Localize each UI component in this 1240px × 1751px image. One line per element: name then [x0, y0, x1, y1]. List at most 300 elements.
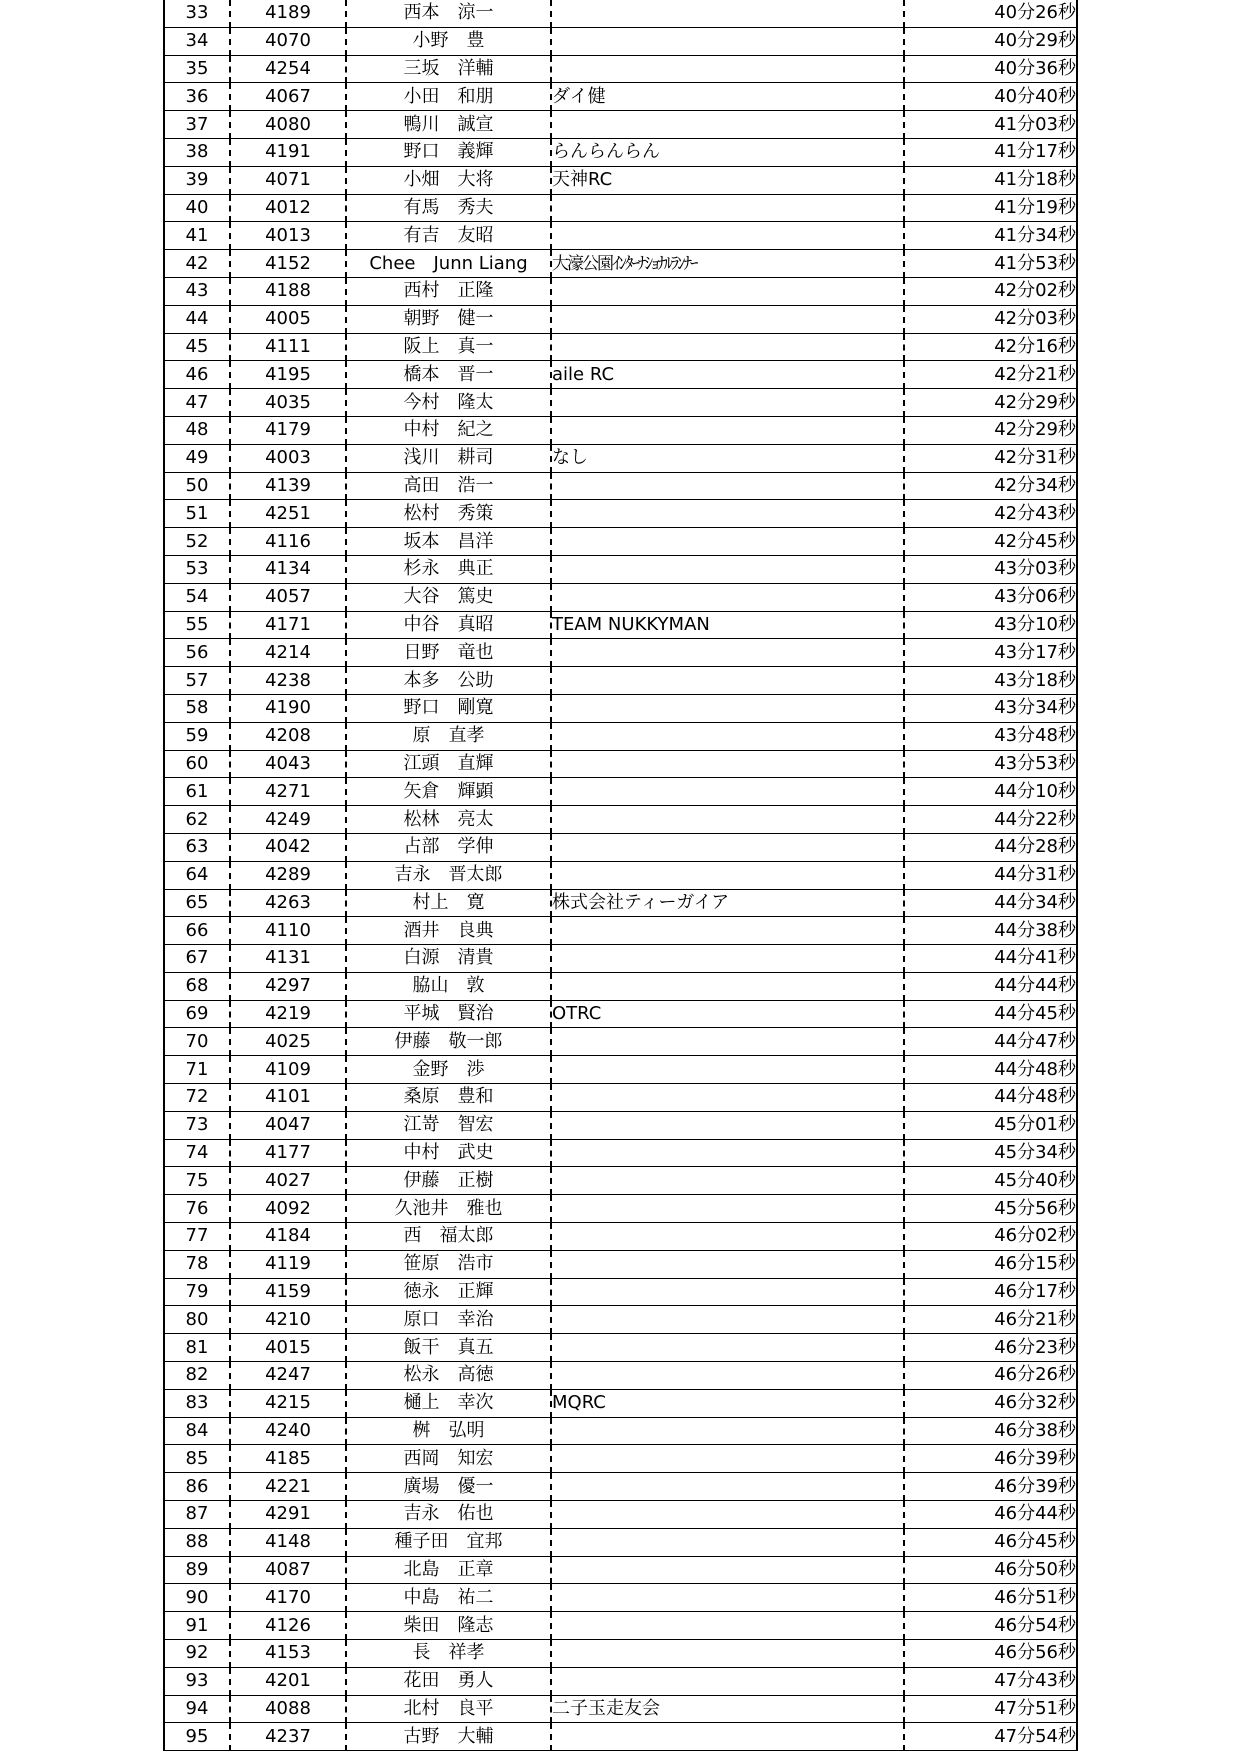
bib-number-cell: 4067: [230, 83, 346, 111]
team-name-cell: [551, 1084, 904, 1112]
team-name-cell: [551, 1640, 904, 1668]
rank-cell: 37: [164, 111, 230, 139]
finish-time-cell: 46分56秒: [904, 1640, 1077, 1668]
table-row: [164, 1139, 1077, 1167]
bib-number-cell: 4247: [230, 1362, 346, 1390]
runner-name-cell: 西 福太郎: [346, 1223, 551, 1251]
finish-time-cell: 44分48秒: [904, 1056, 1077, 1084]
table-row: [164, 1695, 1077, 1723]
finish-time-cell: 46分39秒: [904, 1473, 1077, 1501]
table-row: [164, 694, 1077, 722]
runner-name-cell: 北島 正章: [346, 1556, 551, 1584]
table-row: [164, 111, 1077, 139]
table-row: [164, 667, 1077, 695]
runner-name-cell: 飯干 真五: [346, 1334, 551, 1362]
finish-time-cell: 47分54秒: [904, 1723, 1077, 1751]
table-row: [164, 1417, 1077, 1445]
finish-time-cell: 46分21秒: [904, 1306, 1077, 1334]
rank-cell: 87: [164, 1501, 230, 1529]
team-name-cell: [551, 1139, 904, 1167]
runner-name-cell: 小畑 大将: [346, 166, 551, 194]
bib-number-cell: 4185: [230, 1445, 346, 1473]
finish-time-cell: 46分54秒: [904, 1612, 1077, 1640]
bib-number-cell: 4152: [230, 250, 346, 278]
finish-time-cell: 43分18秒: [904, 667, 1077, 695]
rank-cell: 59: [164, 722, 230, 750]
runner-name-cell: 杉永 典正: [346, 555, 551, 583]
bib-number-cell: 4131: [230, 945, 346, 973]
finish-time-cell: 46分51秒: [904, 1584, 1077, 1612]
rank-cell: 40: [164, 194, 230, 222]
runner-name-cell: 中島 祐二: [346, 1584, 551, 1612]
table-row: [164, 750, 1077, 778]
finish-time-cell: 46分44秒: [904, 1501, 1077, 1529]
rank-cell: 95: [164, 1723, 230, 1751]
bib-number-cell: 4148: [230, 1528, 346, 1556]
finish-time-cell: 42分34秒: [904, 472, 1077, 500]
runner-name-cell: 朝野 健一: [346, 305, 551, 333]
rank-cell: 74: [164, 1139, 230, 1167]
runner-name-cell: 松林 亮太: [346, 806, 551, 834]
bib-number-cell: 4005: [230, 305, 346, 333]
table-row: [164, 1111, 1077, 1139]
table-row: [164, 1306, 1077, 1334]
runner-name-cell: 北村 良平: [346, 1695, 551, 1723]
team-name-cell: [551, 528, 904, 556]
rank-cell: 94: [164, 1695, 230, 1723]
table-row: [164, 806, 1077, 834]
rank-cell: 49: [164, 444, 230, 472]
team-name-cell: [551, 750, 904, 778]
team-name-cell: [551, 945, 904, 973]
finish-time-cell: 43分06秒: [904, 583, 1077, 611]
bib-number-cell: 4111: [230, 333, 346, 361]
finish-time-cell: 43分10秒: [904, 611, 1077, 639]
bib-number-cell: 4237: [230, 1723, 346, 1751]
team-name-cell: [551, 1250, 904, 1278]
team-name-cell: 大濠公園ｲﾝﾀｰﾅｼｮﾅﾙﾗﾝﾅｰ: [551, 250, 904, 278]
team-name-cell: [551, 55, 904, 83]
finish-time-cell: 44分44秒: [904, 972, 1077, 1000]
rank-cell: 61: [164, 778, 230, 806]
runner-name-cell: 野口 義輝: [346, 138, 551, 166]
finish-time-cell: 42分16秒: [904, 333, 1077, 361]
rank-cell: 71: [164, 1056, 230, 1084]
rank-cell: 33: [164, 0, 230, 27]
rank-cell: 89: [164, 1556, 230, 1584]
table-row: [164, 1528, 1077, 1556]
team-name-cell: [551, 639, 904, 667]
rank-cell: 42: [164, 250, 230, 278]
rank-cell: 34: [164, 27, 230, 55]
team-name-cell: [551, 555, 904, 583]
finish-time-cell: 44分10秒: [904, 778, 1077, 806]
team-name-cell: [551, 222, 904, 250]
team-name-cell: [551, 1334, 904, 1362]
rank-cell: 39: [164, 166, 230, 194]
bib-number-cell: 4184: [230, 1223, 346, 1251]
finish-time-cell: 42分21秒: [904, 361, 1077, 389]
finish-time-cell: 44分34秒: [904, 889, 1077, 917]
bib-number-cell: 4080: [230, 111, 346, 139]
rank-cell: 75: [164, 1167, 230, 1195]
runner-name-cell: 鴨川 誠宣: [346, 111, 551, 139]
rank-cell: 35: [164, 55, 230, 83]
team-name-cell: [551, 583, 904, 611]
runner-name-cell: 平城 賢治: [346, 1000, 551, 1028]
rank-cell: 43: [164, 277, 230, 305]
bib-number-cell: 4238: [230, 667, 346, 695]
table-row: [164, 361, 1077, 389]
bib-number-cell: 4291: [230, 1501, 346, 1529]
finish-time-cell: 41分19秒: [904, 194, 1077, 222]
bib-number-cell: 4042: [230, 833, 346, 861]
runner-name-cell: 柴田 隆志: [346, 1612, 551, 1640]
bib-number-cell: 4101: [230, 1084, 346, 1112]
runner-name-cell: 廣場 優一: [346, 1473, 551, 1501]
rank-cell: 62: [164, 806, 230, 834]
finish-time-cell: 42分29秒: [904, 416, 1077, 444]
table-row: [164, 138, 1077, 166]
runner-name-cell: 笹原 浩市: [346, 1250, 551, 1278]
finish-time-cell: 46分02秒: [904, 1223, 1077, 1251]
team-name-cell: aile RC: [551, 361, 904, 389]
bib-number-cell: 4219: [230, 1000, 346, 1028]
runner-name-cell: 占部 学伸: [346, 833, 551, 861]
team-name-cell: [551, 1445, 904, 1473]
finish-time-cell: 45分34秒: [904, 1139, 1077, 1167]
table-row: [164, 1640, 1077, 1668]
table-row: [164, 528, 1077, 556]
table-row: [164, 1612, 1077, 1640]
table-row: [164, 1084, 1077, 1112]
rank-cell: 81: [164, 1334, 230, 1362]
runner-name-cell: 吉永 晋太郎: [346, 861, 551, 889]
bib-number-cell: 4263: [230, 889, 346, 917]
team-name-cell: ダイ健: [551, 83, 904, 111]
bib-number-cell: 4195: [230, 361, 346, 389]
team-name-cell: [551, 1667, 904, 1695]
finish-time-cell: 44分28秒: [904, 833, 1077, 861]
table-row: [164, 1195, 1077, 1223]
team-name-cell: らんらんらん: [551, 138, 904, 166]
bib-number-cell: 4188: [230, 277, 346, 305]
team-name-cell: [551, 917, 904, 945]
finish-time-cell: 43分17秒: [904, 639, 1077, 667]
runner-name-cell: 三坂 洋輔: [346, 55, 551, 83]
team-name-cell: [551, 416, 904, 444]
rank-cell: 78: [164, 1250, 230, 1278]
runner-name-cell: 桝 弘明: [346, 1417, 551, 1445]
table-row: [164, 305, 1077, 333]
team-name-cell: なし: [551, 444, 904, 472]
runner-name-cell: 種子田 宜邦: [346, 1528, 551, 1556]
finish-time-cell: 44分45秒: [904, 1000, 1077, 1028]
finish-time-cell: 44分38秒: [904, 917, 1077, 945]
rank-cell: 92: [164, 1640, 230, 1668]
team-name-cell: 株式会社ティーガイア: [551, 889, 904, 917]
finish-time-cell: 42分45秒: [904, 528, 1077, 556]
bib-number-cell: 4027: [230, 1167, 346, 1195]
table-row: [164, 472, 1077, 500]
runner-name-cell: 有馬 秀夫: [346, 194, 551, 222]
team-name-cell: [551, 833, 904, 861]
runner-name-cell: 久池井 雅也: [346, 1195, 551, 1223]
finish-time-cell: 40分26秒: [904, 0, 1077, 27]
runner-name-cell: 村上 寛: [346, 889, 551, 917]
finish-time-cell: 45分01秒: [904, 1111, 1077, 1139]
table-row: [164, 250, 1077, 278]
team-name-cell: [551, 333, 904, 361]
runner-name-cell: 大谷 篤史: [346, 583, 551, 611]
rank-cell: 45: [164, 333, 230, 361]
table-row: [164, 555, 1077, 583]
bib-number-cell: 4210: [230, 1306, 346, 1334]
finish-time-cell: 42分03秒: [904, 305, 1077, 333]
table-row: [164, 1334, 1077, 1362]
table-row: [164, 194, 1077, 222]
bib-number-cell: 4271: [230, 778, 346, 806]
rank-cell: 66: [164, 917, 230, 945]
runner-name-cell: 浅川 耕司: [346, 444, 551, 472]
rank-cell: 46: [164, 361, 230, 389]
rank-cell: 69: [164, 1000, 230, 1028]
table-row: [164, 1389, 1077, 1417]
rank-cell: 83: [164, 1389, 230, 1417]
team-name-cell: [551, 1167, 904, 1195]
bib-number-cell: 4208: [230, 722, 346, 750]
finish-time-cell: 41分18秒: [904, 166, 1077, 194]
team-name-cell: [551, 1306, 904, 1334]
table-row: [164, 1445, 1077, 1473]
table-row: [164, 389, 1077, 417]
bib-number-cell: 4170: [230, 1584, 346, 1612]
runner-name-cell: 松永 高徳: [346, 1362, 551, 1390]
runner-name-cell: 伊藤 正樹: [346, 1167, 551, 1195]
rank-cell: 73: [164, 1111, 230, 1139]
runner-name-cell: 西本 涼一: [346, 0, 551, 27]
team-name-cell: [551, 1362, 904, 1390]
table-row: [164, 0, 1077, 27]
finish-time-cell: 46分15秒: [904, 1250, 1077, 1278]
rank-cell: 54: [164, 583, 230, 611]
results-table: [163, 0, 1078, 1751]
bib-number-cell: 4171: [230, 611, 346, 639]
rank-cell: 67: [164, 945, 230, 973]
finish-time-cell: 44分41秒: [904, 945, 1077, 973]
finish-time-cell: 42分29秒: [904, 389, 1077, 417]
team-name-cell: [551, 472, 904, 500]
team-name-cell: [551, 694, 904, 722]
team-name-cell: [551, 1556, 904, 1584]
runner-name-cell: 酒井 良典: [346, 917, 551, 945]
bib-number-cell: 4071: [230, 166, 346, 194]
table-row: [164, 1723, 1077, 1751]
team-name-cell: [551, 27, 904, 55]
team-name-cell: TEAM NUKKYMAN: [551, 611, 904, 639]
team-name-cell: [551, 1223, 904, 1251]
table-row: [164, 1028, 1077, 1056]
team-name-cell: [551, 277, 904, 305]
bib-number-cell: 4119: [230, 1250, 346, 1278]
team-name-cell: [551, 194, 904, 222]
runner-name-cell: 徳永 正輝: [346, 1278, 551, 1306]
rank-cell: 72: [164, 1084, 230, 1112]
table-row: [164, 1278, 1077, 1306]
rank-cell: 51: [164, 500, 230, 528]
runner-name-cell: 阪上 真一: [346, 333, 551, 361]
table-row: [164, 1167, 1077, 1195]
team-name-cell: [551, 1501, 904, 1529]
table-row: [164, 945, 1077, 973]
finish-time-cell: 42分02秒: [904, 277, 1077, 305]
bib-number-cell: 4047: [230, 1111, 346, 1139]
bib-number-cell: 4189: [230, 0, 346, 27]
rank-cell: 93: [164, 1667, 230, 1695]
table-row: [164, 722, 1077, 750]
team-name-cell: OTRC: [551, 1000, 904, 1028]
finish-time-cell: 46分32秒: [904, 1389, 1077, 1417]
team-name-cell: [551, 1195, 904, 1223]
bib-number-cell: 4087: [230, 1556, 346, 1584]
bib-number-cell: 4057: [230, 583, 346, 611]
rank-cell: 63: [164, 833, 230, 861]
finish-time-cell: 45分40秒: [904, 1167, 1077, 1195]
runner-name-cell: 原 直孝: [346, 722, 551, 750]
runner-name-cell: 西岡 知宏: [346, 1445, 551, 1473]
team-name-cell: [551, 111, 904, 139]
rank-cell: 85: [164, 1445, 230, 1473]
finish-time-cell: 46分17秒: [904, 1278, 1077, 1306]
bib-number-cell: 4088: [230, 1695, 346, 1723]
finish-time-cell: 41分03秒: [904, 111, 1077, 139]
rank-cell: 77: [164, 1223, 230, 1251]
bib-number-cell: 4297: [230, 972, 346, 1000]
table-row: [164, 222, 1077, 250]
results-body: [164, 0, 1077, 1751]
runner-name-cell: 今村 隆太: [346, 389, 551, 417]
table-row: [164, 1250, 1077, 1278]
rank-cell: 84: [164, 1417, 230, 1445]
bib-number-cell: 4215: [230, 1389, 346, 1417]
rank-cell: 36: [164, 83, 230, 111]
runner-name-cell: 江頭 直輝: [346, 750, 551, 778]
finish-time-cell: 42分43秒: [904, 500, 1077, 528]
runner-name-cell: 江嵜 智宏: [346, 1111, 551, 1139]
runner-name-cell: 中村 紀之: [346, 416, 551, 444]
table-row: [164, 1362, 1077, 1390]
table-row: [164, 972, 1077, 1000]
bib-number-cell: 4221: [230, 1473, 346, 1501]
bib-number-cell: 4214: [230, 639, 346, 667]
table-row: [164, 583, 1077, 611]
team-name-cell: 二子玉走友会: [551, 1695, 904, 1723]
runner-name-cell: 本多 公助: [346, 667, 551, 695]
rank-cell: 68: [164, 972, 230, 1000]
finish-time-cell: 44分31秒: [904, 861, 1077, 889]
rank-cell: 91: [164, 1612, 230, 1640]
rank-cell: 88: [164, 1528, 230, 1556]
rank-cell: 50: [164, 472, 230, 500]
bib-number-cell: 4177: [230, 1139, 346, 1167]
rank-cell: 44: [164, 305, 230, 333]
team-name-cell: [551, 1417, 904, 1445]
runner-name-cell: 白源 清貴: [346, 945, 551, 973]
rank-cell: 79: [164, 1278, 230, 1306]
finish-time-cell: 46分50秒: [904, 1556, 1077, 1584]
bib-number-cell: 4025: [230, 1028, 346, 1056]
finish-time-cell: 43分03秒: [904, 555, 1077, 583]
bib-number-cell: 4043: [230, 750, 346, 778]
runner-name-cell: 矢倉 輝顕: [346, 778, 551, 806]
runner-name-cell: 小田 和朋: [346, 83, 551, 111]
table-row: [164, 333, 1077, 361]
team-name-cell: [551, 806, 904, 834]
bib-number-cell: 4003: [230, 444, 346, 472]
table-row: [164, 277, 1077, 305]
finish-time-cell: 46分38秒: [904, 1417, 1077, 1445]
rank-cell: 64: [164, 861, 230, 889]
runner-name-cell: 古野 大輔: [346, 1723, 551, 1751]
rank-cell: 70: [164, 1028, 230, 1056]
finish-time-cell: 40分29秒: [904, 27, 1077, 55]
bib-number-cell: 4289: [230, 861, 346, 889]
finish-time-cell: 43分53秒: [904, 750, 1077, 778]
team-name-cell: [551, 1612, 904, 1640]
runner-name-cell: 野口 剛寛: [346, 694, 551, 722]
rank-cell: 60: [164, 750, 230, 778]
table-row: [164, 639, 1077, 667]
runner-name-cell: Chee Junn Liang: [346, 250, 551, 278]
team-name-cell: [551, 1473, 904, 1501]
runner-name-cell: 小野 豊: [346, 27, 551, 55]
finish-time-cell: 46分39秒: [904, 1445, 1077, 1473]
table-row: [164, 1501, 1077, 1529]
rank-cell: 38: [164, 138, 230, 166]
rank-cell: 41: [164, 222, 230, 250]
runner-name-cell: 長 祥孝: [346, 1640, 551, 1668]
runner-name-cell: 松村 秀策: [346, 500, 551, 528]
table-row: [164, 416, 1077, 444]
finish-time-cell: 41分34秒: [904, 222, 1077, 250]
rank-cell: 82: [164, 1362, 230, 1390]
runner-name-cell: 原口 幸治: [346, 1306, 551, 1334]
runner-name-cell: 伊藤 敬一郎: [346, 1028, 551, 1056]
table-row: [164, 1000, 1077, 1028]
bib-number-cell: 4179: [230, 416, 346, 444]
table-row: [164, 611, 1077, 639]
finish-time-cell: 40分40秒: [904, 83, 1077, 111]
table-row: [164, 889, 1077, 917]
team-name-cell: 天神RC: [551, 166, 904, 194]
finish-time-cell: 43分34秒: [904, 694, 1077, 722]
rank-cell: 57: [164, 667, 230, 695]
table-row: [164, 778, 1077, 806]
team-name-cell: [551, 500, 904, 528]
bib-number-cell: 4116: [230, 528, 346, 556]
finish-time-cell: 46分23秒: [904, 1334, 1077, 1362]
table-row: [164, 1056, 1077, 1084]
finish-time-cell: 44分47秒: [904, 1028, 1077, 1056]
rank-cell: 52: [164, 528, 230, 556]
runner-name-cell: 日野 竜也: [346, 639, 551, 667]
table-row: [164, 55, 1077, 83]
team-name-cell: [551, 1584, 904, 1612]
team-name-cell: [551, 305, 904, 333]
runner-name-cell: 吉永 佑也: [346, 1501, 551, 1529]
table-row: [164, 1473, 1077, 1501]
team-name-cell: [551, 722, 904, 750]
